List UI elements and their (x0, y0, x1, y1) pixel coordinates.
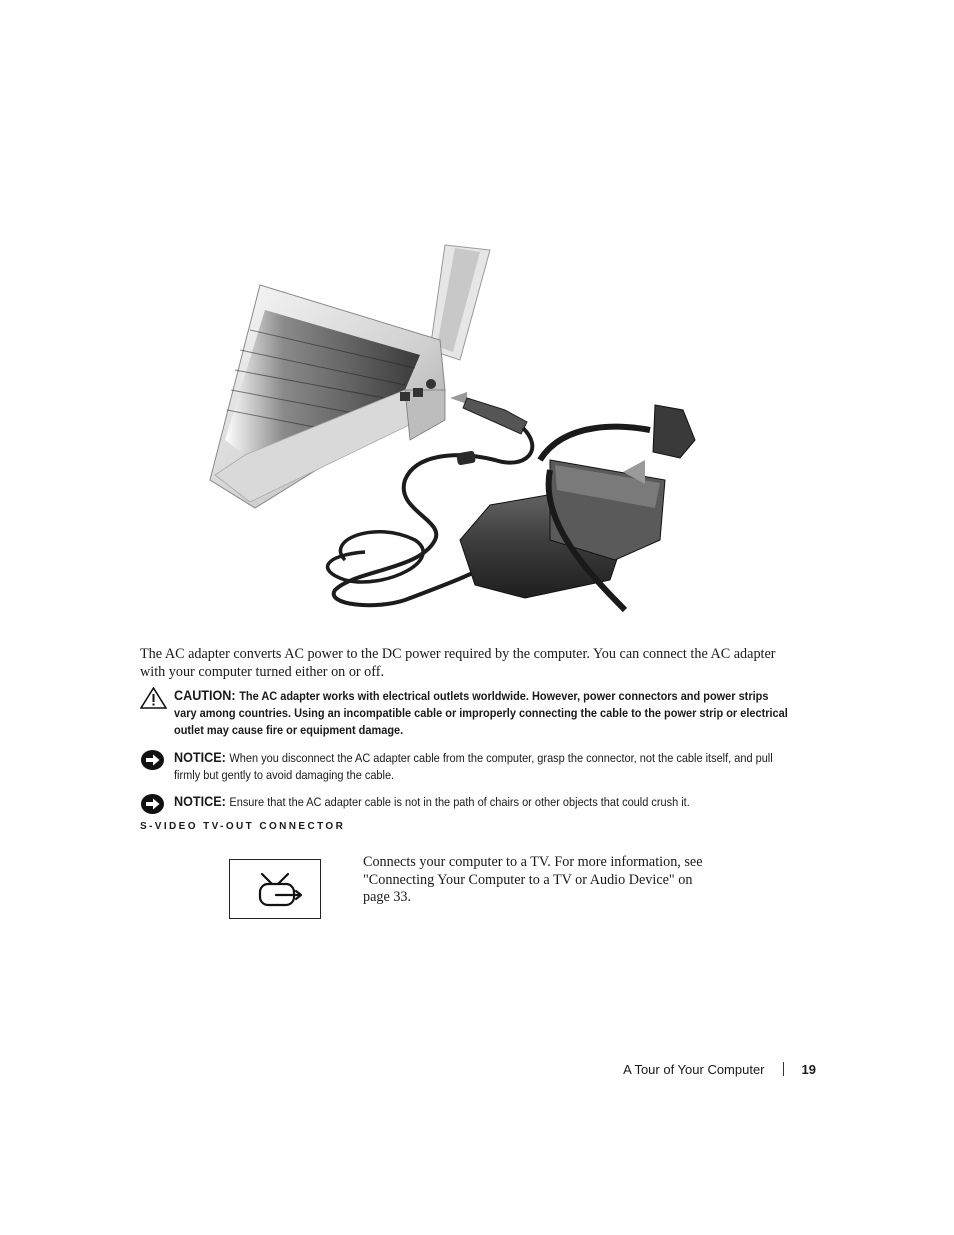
notice-text-1: When you disconnect the AC adapter cable from the computer, grasp the connector, not the cable itself, and pull firmly but gently to avoid damaging the cable. (174, 751, 773, 782)
page-footer (560, 1062, 816, 1077)
connector-icon-box (229, 859, 321, 919)
notice-note-2 (140, 793, 780, 811)
page-number: 19 (801, 1062, 816, 1077)
caution-triangle-icon (140, 687, 167, 709)
notice-text-2: Ensure that the AC adapter cable is not in the path of chairs or other objects that could crush it. (229, 795, 690, 809)
notice-label-1: NOTICE: (174, 749, 226, 765)
ac-adapter-illustration (205, 240, 705, 625)
intro-paragraph: The AC adapter converts AC power to the DC power required by the computer. You can connect the AC adapter with your computer turned either on or off. (140, 646, 776, 680)
notice-arrow-icon (140, 749, 167, 771)
caution-note (140, 687, 788, 739)
section-heading: S-VIDEO TV-OUT CONNECTOR (140, 821, 346, 832)
footer-separator (783, 1062, 784, 1076)
caution-text: The AC adapter works with electrical outlets worldwide. However, power connectors and power strips vary among countries. Using an incompatible cable or improperly connecting the cable to the power strip or electrical outlet may cause fire or equipment damage. (174, 689, 788, 737)
footer-chapter: A Tour of Your Computer (623, 1062, 765, 1077)
notice-label-2: NOTICE: (174, 793, 226, 809)
notice-note-1 (140, 749, 780, 784)
tv-out-icon (230, 860, 319, 917)
caution-label: CAUTION: (174, 687, 236, 703)
connector-description: Connects your computer to a TV. For more information, see "Connecting Your Computer to a TV or Audio Device" on page 33. (363, 854, 703, 905)
notice-arrow-icon (140, 793, 167, 815)
